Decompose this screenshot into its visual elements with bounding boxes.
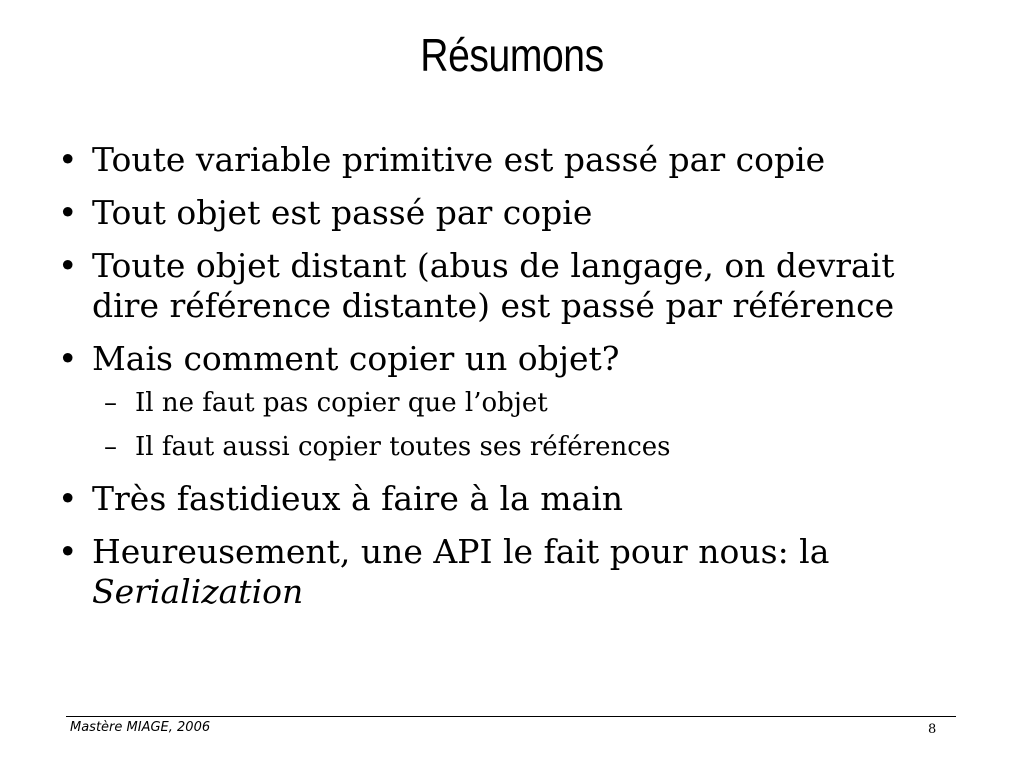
bullet-item (58, 193, 958, 233)
footer-divider (66, 716, 956, 717)
serialization-term: Serialization (92, 572, 304, 611)
bullet-text-line-1: • Toute objet distant (abus de langage, on devrait (92, 246, 895, 285)
bullet-text-line-1: • Heureusement, une API le fait pour nous: la (92, 532, 830, 571)
bullet-item (58, 140, 958, 180)
sub-bullet-list (58, 386, 958, 465)
bullet-text: Mais comment copier un objet? (92, 339, 620, 378)
bullet-text-line-2: dire référence distante) est passé par référence (92, 286, 895, 325)
page-number: 8 (928, 722, 937, 737)
slide-body (58, 140, 958, 625)
bullet-item (58, 246, 958, 326)
bullet-text: Tout objet est passé par copie (92, 193, 593, 232)
footer-course-label: Mastère MIAGE, 2006 (70, 720, 211, 735)
sub-bullet-text: Il faut aussi copier toutes ses références (135, 432, 671, 462)
bullet-item (58, 479, 958, 519)
bullet-text: Toute variable primitive est passé par copie (92, 140, 826, 179)
sub-bullet-text: Il ne faut pas copier que l’objet (135, 388, 548, 418)
sub-bullet-item (58, 386, 958, 421)
bullet-item (58, 532, 958, 612)
sub-bullet-item (58, 430, 958, 465)
bullet-text: Très fastidieux à faire à la main (92, 479, 623, 518)
bullet-item (58, 339, 958, 379)
slide-title: Résumons (420, 29, 604, 81)
